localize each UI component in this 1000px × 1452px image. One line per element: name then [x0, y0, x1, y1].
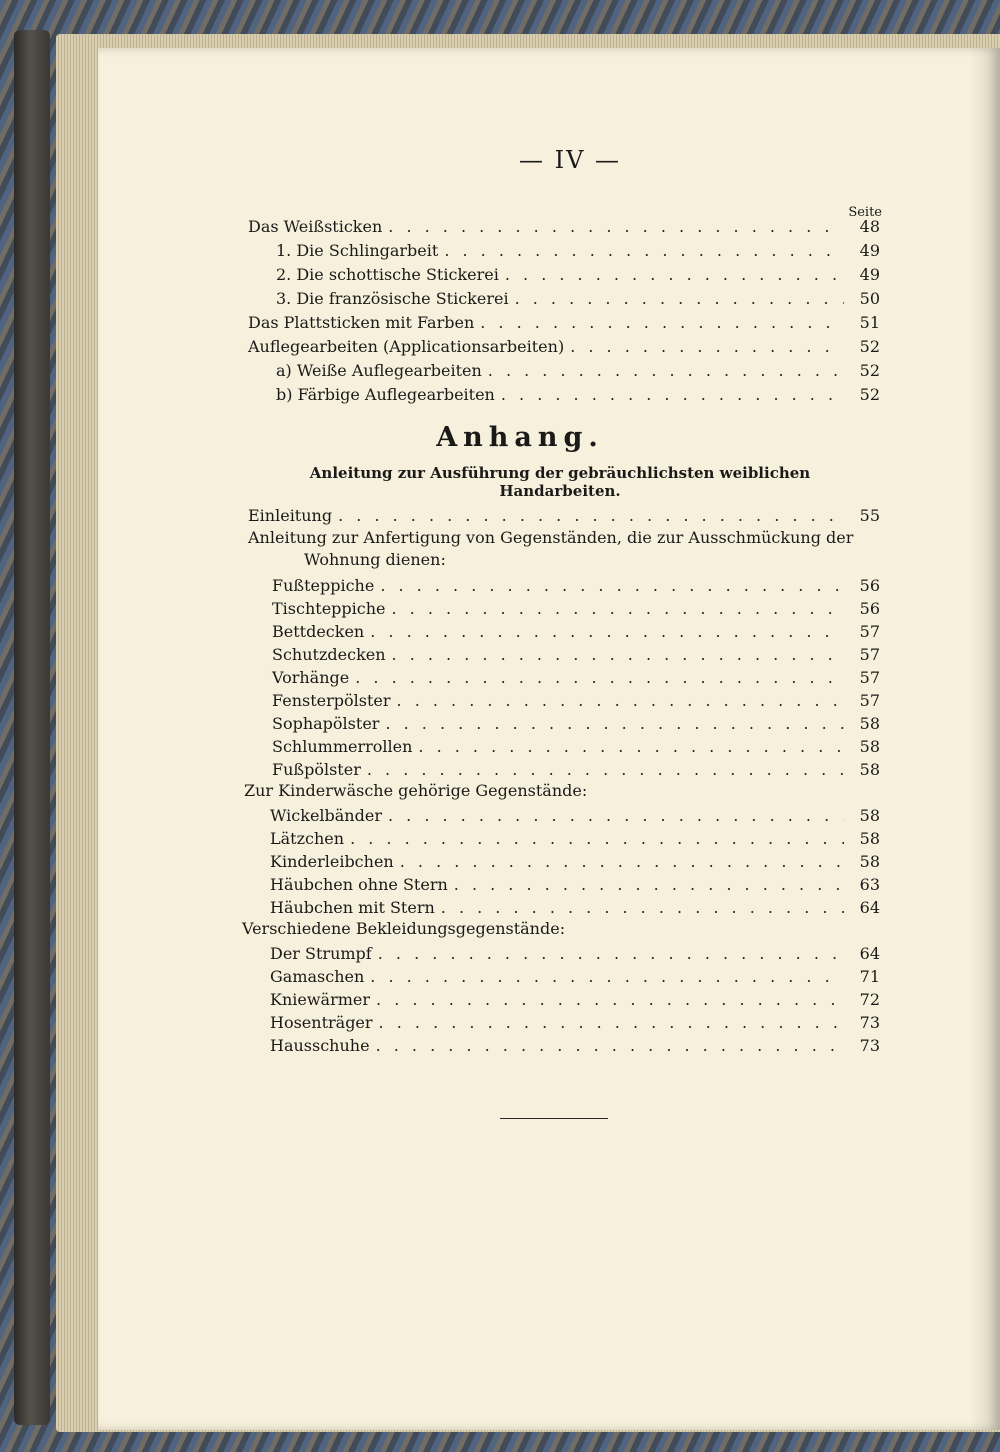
toc-entry-label: Fensterpölster — [272, 691, 391, 710]
end-rule-divider — [500, 1118, 608, 1119]
toc-entry-label: Kniewärmer — [270, 990, 371, 1009]
toc-entry-page: 52 — [859, 361, 880, 380]
toc-entry — [276, 289, 880, 309]
toc-entry-label: Hausschuhe — [270, 1036, 370, 1055]
toc-entry-label: Tischteppiche — [272, 599, 386, 618]
toc-entry — [272, 760, 880, 780]
toc-entry — [272, 622, 880, 642]
toc-entry-page: 48 — [859, 217, 880, 236]
toc-entry-page: 58 — [859, 714, 880, 733]
toc-entry-label: Das Plattsticken mit Farben — [248, 313, 475, 332]
toc-entry — [270, 852, 880, 872]
page-number-header: — IV — — [518, 146, 622, 174]
toc-entry — [270, 944, 880, 964]
toc-entry-page: 58 — [859, 852, 880, 871]
toc-entry-page: 71 — [859, 967, 880, 986]
toc-entry — [272, 668, 880, 688]
toc-entry-label: Lätzchen — [270, 829, 345, 848]
toc-entry-label: Kinderleibchen — [270, 852, 394, 871]
toc-entry-label: Häubchen ohne Stern — [270, 875, 448, 894]
toc-entry — [272, 691, 880, 711]
toc-entry — [272, 599, 880, 619]
toc-entry-label: b) Färbige Auflegearbeiten — [276, 385, 495, 404]
toc-entry — [272, 645, 880, 665]
section-heading: Zur Kinderwäsche gehörige Gegenstände: — [244, 781, 588, 800]
toc-entry-label: 1. Die Schlingarbeit — [276, 241, 439, 260]
toc-entry-label: Gamaschen — [270, 967, 365, 986]
toc-entry-label: a) Weiße Auflegearbeiten — [276, 361, 482, 380]
toc-entry-page: 52 — [859, 337, 880, 356]
toc-entry — [276, 241, 880, 261]
toc-entry-page: 57 — [859, 645, 880, 664]
toc-entry — [270, 967, 880, 987]
toc-entry-label: Häubchen mit Stern — [270, 898, 435, 917]
toc-entry-page: 55 — [859, 506, 880, 525]
appendix-title: Anhang. — [436, 422, 604, 453]
toc-entry — [272, 737, 880, 757]
section-heading: Anleitung zur Anfertigung von Gegenständen, die zur Ausschmückung der — [248, 528, 854, 547]
toc-entry-page: 58 — [859, 760, 880, 779]
toc-entry-page: 56 — [859, 576, 880, 595]
toc-entry — [270, 829, 880, 849]
toc-entry-label: 3. Die französische Stickerei — [276, 289, 509, 308]
toc-entry-page: 52 — [859, 385, 880, 404]
toc-entry-page: 58 — [859, 806, 880, 825]
toc-entry-page: 57 — [859, 622, 880, 641]
toc-entry-page: 57 — [859, 691, 880, 710]
toc-entry-label: Der Strumpf — [270, 944, 372, 963]
toc-entry — [276, 265, 880, 285]
toc-entry-label: Wickelbänder — [270, 806, 382, 825]
toc-entry-page: 64 — [859, 944, 880, 963]
toc-entry-label: Das Weißsticken — [248, 217, 383, 236]
toc-entry-page: 49 — [859, 265, 880, 284]
toc-entry-page: 73 — [859, 1036, 880, 1055]
toc-entry — [270, 898, 880, 918]
toc-entry-label: Fußpölster — [272, 760, 361, 779]
toc-entry-page: 63 — [859, 875, 880, 894]
toc-entry — [248, 337, 880, 357]
toc-entry — [276, 385, 880, 405]
toc-entry-label: Hosenträger — [270, 1013, 373, 1032]
toc-entry — [248, 217, 880, 237]
toc-entry-page: 64 — [859, 898, 880, 917]
toc-entry-label: Sophapölster — [272, 714, 380, 733]
toc-entry-page: 56 — [859, 599, 880, 618]
toc-entry — [248, 313, 880, 333]
toc-entry-label: Auflegearbeiten (Applicationsarbeiten) — [248, 337, 565, 356]
toc-entry — [272, 576, 880, 596]
toc-entry — [248, 506, 880, 526]
toc-entry-page: 49 — [859, 241, 880, 260]
toc-entry-page: 73 — [859, 1013, 880, 1032]
toc-entry-label: 2. Die schottische Stickerei — [276, 265, 499, 284]
appendix-subtitle: Anleitung zur Ausführung der gebräuchlichsten weiblichen Handarbeiten. — [309, 464, 811, 500]
toc-entry — [272, 714, 880, 734]
toc-entry-label: Vorhänge — [272, 668, 350, 687]
toc-entry — [276, 361, 880, 381]
toc-entry — [270, 990, 880, 1010]
toc-entry — [270, 1036, 880, 1056]
section-heading-continued: Wohnung dienen: — [304, 550, 446, 569]
toc-entry — [270, 875, 880, 895]
toc-entry-label: Schutzdecken — [272, 645, 386, 664]
toc-entry-page: 57 — [859, 668, 880, 687]
toc-entry-page: 72 — [859, 990, 880, 1009]
toc-entry-label: Fußteppiche — [272, 576, 375, 595]
toc-entry-label: Bettdecken — [272, 622, 365, 641]
toc-entry-page: 50 — [859, 289, 880, 308]
seite-column-label: Seite — [848, 205, 882, 220]
toc-entry-page: 58 — [859, 829, 880, 848]
toc-entry-label: Einleitung — [248, 506, 333, 525]
toc-entry-label: Schlummerrollen — [272, 737, 413, 756]
toc-entry-page: 58 — [859, 737, 880, 756]
toc-entry — [270, 806, 880, 826]
section-heading: Verschiedene Bekleidungsgegenstände: — [242, 919, 566, 938]
toc-entry — [270, 1013, 880, 1033]
toc-entry-page: 51 — [859, 313, 880, 332]
